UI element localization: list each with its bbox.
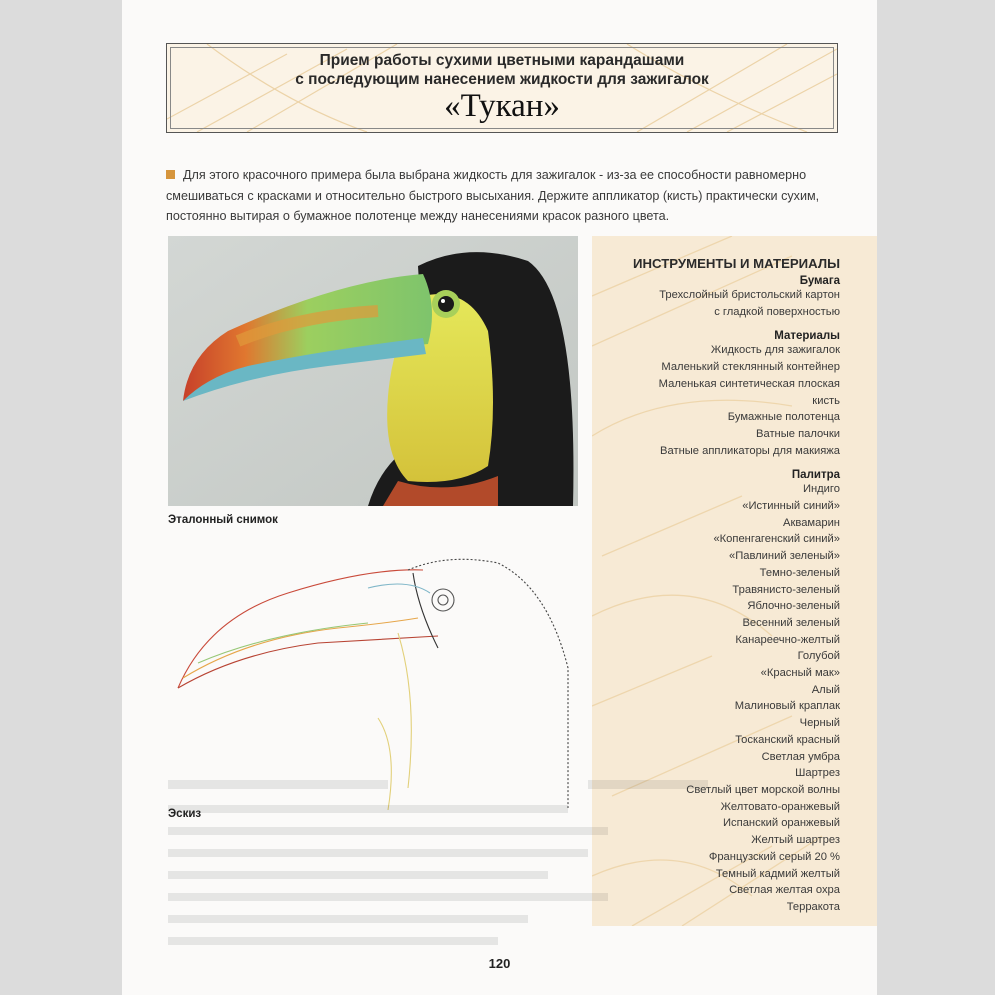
material-item: Маленькая синтетическая плоская xyxy=(658,377,840,390)
paper-section-title: Бумага xyxy=(799,275,840,287)
reference-photo xyxy=(168,236,578,506)
palette-item: Светлый цвет морской волны xyxy=(686,783,840,796)
palette-item: Голубой xyxy=(797,650,840,663)
palette-item: Тосканский красный xyxy=(735,733,840,746)
palette-item: Темно-зеленый xyxy=(759,566,840,579)
page-number: 120 xyxy=(488,956,511,971)
palette-item: Желтый шартрез xyxy=(751,834,840,847)
palette-item: Шартрез xyxy=(795,767,840,780)
page-title: «Тукан» xyxy=(444,88,560,124)
sidebar-heading: ИНСТРУМЕНТЫ И МАТЕРИАЛЫ xyxy=(633,256,840,271)
palette-item: Аквамарин xyxy=(783,516,840,529)
palette-item: Яблочно-зеленый xyxy=(747,600,840,613)
palette-item: Французский серый 20 % xyxy=(708,850,840,863)
material-item: Маленький стеклянный контейнер xyxy=(661,361,840,374)
materials-section-title: Материалы xyxy=(774,330,840,343)
palette-item: Светлая желтая охра xyxy=(729,884,840,897)
material-item: Жидкость для зажигалок xyxy=(710,344,840,357)
intro-paragraph xyxy=(166,165,856,227)
title-box xyxy=(166,43,838,133)
palette-item: Малиновый краплак xyxy=(734,700,840,713)
intro-line-2: смешиваться с красками и относительно быстрого высыхания. Держите аппликатор (кисть) практически сухим, xyxy=(166,188,820,203)
material-item: Бумажные полотенца xyxy=(727,411,840,424)
material-item: Ватные палочки xyxy=(756,427,840,440)
palette-item: Травянисто-зеленый xyxy=(732,583,840,596)
palette-item: «Павлиний зеленый» xyxy=(728,550,840,563)
material-item: кисть xyxy=(812,394,840,407)
palette-item: «Копенгагенский синий» xyxy=(713,533,840,546)
palette-item: Желтовато-оранжевый xyxy=(720,800,840,813)
palette-item: Темный кадмий желтый xyxy=(715,867,840,880)
sketch-caption: Эскиз xyxy=(168,808,202,820)
palette-section-title: Палитра xyxy=(791,469,840,482)
title-inner-frame xyxy=(170,47,834,129)
palette-item: Светлая умбра xyxy=(761,750,840,763)
bullet-square-icon xyxy=(166,170,175,179)
palette-item: «Красный мак» xyxy=(760,667,840,680)
toucan-sketch-illustration xyxy=(168,548,578,810)
sketch-drawing xyxy=(168,548,578,810)
palette-item: Алый xyxy=(811,683,840,696)
show-through-text-lines xyxy=(168,775,728,955)
paper-item: Трехслойный бристольский картон xyxy=(659,289,840,301)
palette-item: «Истинный синий» xyxy=(742,500,840,513)
intro-line-3: постоянно вытирая о бумажное полотенце между нанесениями красок разного цвета. xyxy=(166,209,670,223)
material-item: Ватные аппликаторы для макияжа xyxy=(660,444,840,457)
subtitle-line-2: с последующим нанесением жидкости для зажигалок xyxy=(295,71,709,88)
palette-item: Весенний зеленый xyxy=(742,616,840,629)
palette-item: Терракота xyxy=(786,900,840,913)
toucan-photo-illustration xyxy=(168,236,578,506)
paper-item: с гладкой поверхностью xyxy=(714,305,840,318)
palette-item: Канареечно-желтый xyxy=(735,633,840,646)
palette-item: Черный xyxy=(799,717,840,730)
palette-item: Испанский оранжевый xyxy=(723,817,840,830)
subtitle-line-1: Прием работы сухими цветными карандашами xyxy=(319,52,685,69)
intro-line-1: Для этого красочного примера была выбрана жидкость для зажигалок - из-за ее способности равномерно xyxy=(183,168,807,182)
book-page xyxy=(122,0,877,995)
palette-item: Индиго xyxy=(802,483,840,496)
photo-caption: Эталонный снимок xyxy=(168,514,278,526)
